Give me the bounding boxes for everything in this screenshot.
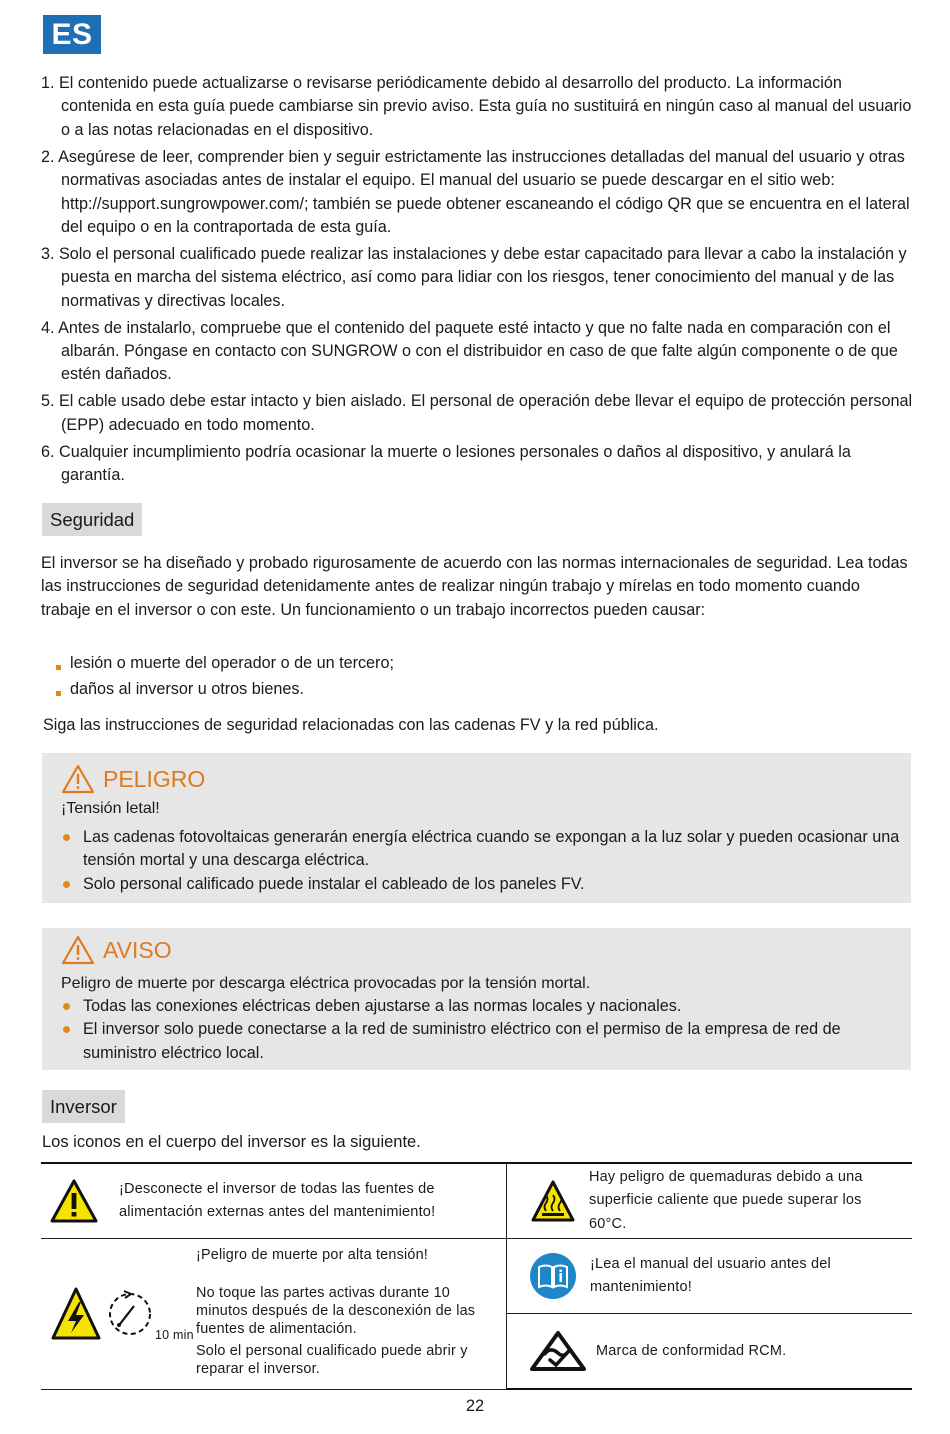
square-bullet-icon (56, 665, 61, 670)
notice-subtitle: Peligro de muerte por descarga eléctrica provocadas por la tensión mortal. (61, 975, 591, 992)
notice-title: AVISO (103, 936, 172, 963)
safety-follow-text: Siga las instrucciones de seguridad relacionadas con las cadenas FV y la red pública. (43, 716, 659, 734)
dot-bullet-icon (63, 881, 70, 888)
table-cell (41, 1163, 507, 1239)
language-badge: ES (43, 15, 101, 54)
rcm-text: Marca de conformidad RCM. (596, 1343, 787, 1359)
intro-item-5: 5. El cable usado debe estar intacto y bien aislado. El personal de operación debe llevar el equipo de protección personal (EPP) adecuado en todo momento. (41, 392, 913, 434)
intro-list (41, 72, 913, 491)
inverter-intro: Los iconos en el cuerpo del inversor es la siguiente. (42, 1133, 421, 1151)
warning-triangle-icon (61, 935, 95, 965)
intro-item-1: 1. El contenido puede actualizarse o revisarse periódicamente debido al desarrollo del producto. La información contenida en esta guía puede cambiarse sin previo aviso. Esta guía no sustituirá en ningún caso al manual del usuario o a las notas relacionadas en el dispositivo. (41, 74, 912, 139)
safety-heading: Seguridad (42, 503, 142, 536)
dot-bullet-icon (63, 1003, 70, 1010)
timer-circle-icon (106, 1286, 156, 1340)
intro-item-2: 2. Asegúrese de leer, comprender bien y seguir estrictamente las instrucciones detalladas del manual del usuario y otras normativas asociadas antes de instalar el equipo. El manual del usuario se puede descargar en el sitio web: http://support.sungrowpower.com/; también se puede obtener escaneando el código QR que se encuentra en el lateral del equipo o en la contraportada de esta guía. (41, 147, 910, 236)
notice-title-row (61, 932, 911, 968)
danger-subtitle: ¡Tensión letal! (61, 800, 160, 817)
danger-title: PELIGRO (103, 765, 206, 792)
inverter-heading: Inversor (42, 1090, 125, 1123)
table-row (41, 1239, 912, 1314)
list-item: Las cadenas fotovoltaicas generarán energía eléctrica cuando se expongan a la luz solar y pueden ocasionar una tensión mortal y una descarga eléctrica. (61, 826, 911, 873)
notice-list (61, 995, 911, 1065)
table-cell (507, 1239, 913, 1314)
table-cell (41, 1239, 507, 1390)
intro-item-4: 4. Antes de instalarlo, compruebe que el contenido del paquete esté intacto y que no falte nada en comparación con el albarán. Póngase en contacto con SUNGROW o con el distribuidor en caso de que falte algún componente o de que estén dañados. (41, 318, 898, 384)
danger-title-row (61, 761, 911, 797)
hot-surface-icon (530, 1179, 576, 1223)
intro-item-3: 3. Solo el personal cualificado puede realizar las instalaciones y debe estar capacitado para llevar a cabo la instalación y puesta en marcha del sistema eléctrico, así como para lidiar con los riesgos, tener conocimiento del manual y de las normativas y directivas locales. (41, 244, 907, 310)
warning-exclamation-icon (49, 1178, 99, 1224)
notice-box (42, 928, 911, 1070)
timer-label: 10 min (155, 1327, 194, 1342)
table-cell (507, 1314, 913, 1390)
list-item: lesión o muerte del operador o de un tercero; (55, 652, 394, 678)
hot-surface-text: Hay peligro de quemaduras debido a una superficie caliente que puede superar los 60°C. (589, 1168, 863, 1232)
high-voltage-icon (50, 1286, 102, 1342)
warning-triangle-icon (61, 764, 95, 794)
page-number: 22 (465, 1397, 485, 1415)
read-manual-text: ¡Lea el manual del usuario antes del mantenimiento! (590, 1255, 831, 1295)
timer-10min-icon (106, 1284, 192, 1344)
high-voltage-title: ¡Peligro de muerte por alta tensión! (196, 1246, 428, 1263)
danger-box (42, 753, 911, 903)
rcm-mark-icon (528, 1329, 588, 1373)
high-voltage-note: Solo el personal cualificado puede abrir y reparar el inversor. (196, 1342, 468, 1377)
list-item: daños al inversor u otros bienes. (55, 678, 394, 704)
read-manual-icon (529, 1252, 577, 1300)
dot-bullet-icon (63, 1026, 70, 1033)
danger-list (61, 826, 911, 896)
safety-bullets (55, 652, 394, 704)
square-bullet-icon (56, 691, 61, 696)
table-row (41, 1163, 912, 1239)
disconnect-text: ¡Desconecte el inversor de todas las fuentes de alimentación externas antes del mantenimiento! (119, 1181, 436, 1220)
list-item: Todas las conexiones eléctricas deben ajustarse a las normas locales y nacionales. (61, 995, 911, 1018)
dot-bullet-icon (63, 834, 70, 841)
intro-item-6: 6. Cualquier incumplimiento podría ocasionar la muerte o lesiones personales o daños al dispositivo, y anulará la garantía. (41, 442, 851, 484)
high-voltage-body: No toque las partes activas durante 10 minutos después de la desconexión de las fuentes de alimentación. (196, 1284, 476, 1337)
list-item: El inversor solo puede conectarse a la red de suministro eléctrico con el permiso de la empresa de red de suministro eléctrico local. (61, 1018, 911, 1065)
inverter-icons-table (41, 1162, 912, 1390)
list-item: Solo personal calificado puede instalar el cableado de los paneles FV. (61, 873, 911, 896)
table-cell (507, 1163, 913, 1239)
safety-paragraph: El inversor se ha diseñado y probado rigurosamente de acuerdo con las normas internacionales de seguridad. Lea todas las instrucciones de seguridad detenidamente antes de realizar ningún trabajo y mírelas en todo momento cuando trabaje en el inversor o con este. Un funcionamiento o un trabajo incorrectos pueden causar: (41, 554, 908, 619)
